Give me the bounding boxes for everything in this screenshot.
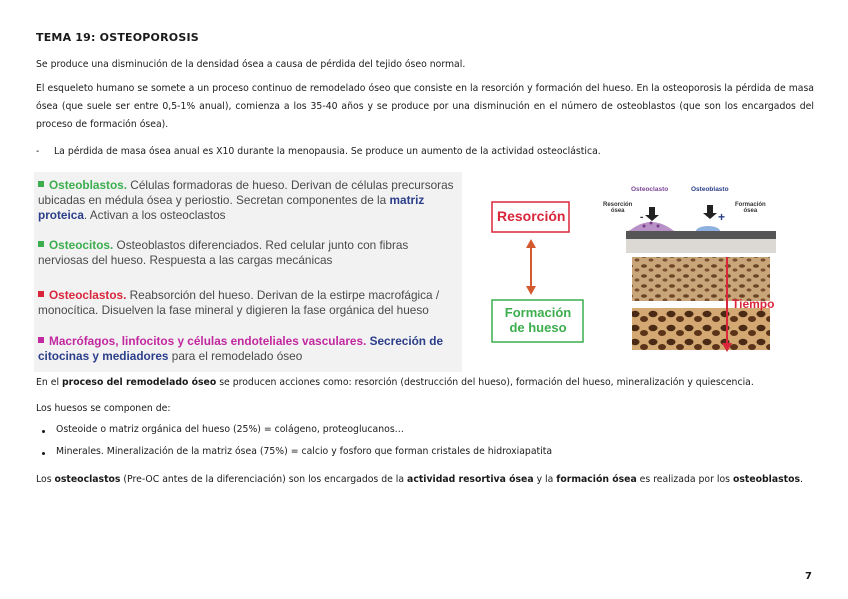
osteoclastos-paragraph xyxy=(36,471,814,489)
formacion-osea-label xyxy=(735,202,766,214)
para4-e: y la xyxy=(533,474,557,485)
para2-text-a: En el xyxy=(36,377,62,388)
macrofagos-bold: Secreción de citocinas y mediadores xyxy=(38,334,444,363)
arrow-down-head xyxy=(526,286,536,295)
remodeling-paragraph: El esqueleto humano se somete a un proceso continuo de remodelado óseo que consiste en la resorción y formación del hueso. En la osteoporosis la pérdida de masa ósea (que suele ser entre 0,5-1% anual), comienza a los 35-40 años y se produce por una disminución en el número de osteoblastos (que son los encargados del proceso de formación ósea). xyxy=(36,83,814,130)
para2-bold: proceso del remodelado óseo xyxy=(61,377,217,388)
osteoblastos-item xyxy=(38,178,456,223)
macrofagos-heading: Macrófagos, linfocitos y células endoteliales vasculares. xyxy=(49,334,367,348)
para4-a: Los xyxy=(36,474,55,485)
formacion-osea-line-1: Formación xyxy=(735,202,766,208)
para2-text-c: se producen acciones como: resorción (destrucción del hueso), formación del hueso, mineralización y quiescencia. xyxy=(216,377,754,388)
osteoclastos-text: Reabsorción del hueso. Derivan de la estirpe macrofágica / monocítica. Disuelven la fase mineral y digieren la fase orgánica del hueso xyxy=(38,288,440,317)
cell-types-box xyxy=(34,172,462,372)
arrow-up-head xyxy=(526,239,536,248)
formacion-label-line-2: de hueso xyxy=(509,320,567,335)
resorcion-label: Resorción xyxy=(497,208,566,224)
page-number: 7 xyxy=(805,571,812,582)
osteoblastos-bold: matriz proteica xyxy=(38,193,425,222)
para4-h: osteoblastos xyxy=(732,474,801,485)
tiempo-label: Tiempo xyxy=(732,297,775,311)
intro-paragraph: Se produce una disminución de la densidad ósea a causa de pérdida del tejido óseo normal. xyxy=(36,59,466,70)
macrofagos-text: para el remodelado óseo xyxy=(168,349,303,363)
osteocitos-text: Osteoblastos diferenciados. Red celular junto con fibras nerviosas del hueso. Respuesta a las cargas mecánicas xyxy=(38,238,409,267)
osteocitos-item xyxy=(38,238,456,268)
para4-d: actividad resortiva ósea xyxy=(407,474,534,485)
bone-composition-intro: Los huesos se componen de: xyxy=(36,403,171,414)
minus-sign: - xyxy=(640,212,644,223)
bullet-item-osteoide: Osteoide o matriz orgánica del hueso (25%) = colágeno, proteoglucanos… xyxy=(56,424,404,435)
formation-arrow-icon xyxy=(703,205,717,219)
osteoblastos-heading: Osteoblastos. xyxy=(49,178,128,192)
resorcion-osea-line-1: Resorción xyxy=(603,202,633,208)
osteoclastos-heading: Osteoclastos. xyxy=(49,288,127,302)
formacion-label-line-1: Formación xyxy=(504,305,572,320)
resorption-arrow-icon xyxy=(645,207,659,221)
osteoclasto-label: Osteoclasto xyxy=(631,186,669,193)
bone-tissue-dense xyxy=(632,257,770,301)
macrofagos-item xyxy=(38,334,456,364)
para4-g: es realizada por los xyxy=(636,474,733,485)
remodeling-process-paragraph xyxy=(36,374,814,392)
green-square-icon xyxy=(38,181,44,187)
magenta-square-icon xyxy=(38,337,44,343)
formacion-osea-line-2: ósea xyxy=(743,208,758,214)
bone-tissue-porous xyxy=(632,308,770,350)
dash-marker: - xyxy=(36,146,40,157)
osteoblastos-text-2: . Activan a los osteoclastos xyxy=(83,208,226,222)
dash-item-text: La pérdida de masa ósea anual es X10 durante la menopausia. Se produce un aumento de la actividad osteoclástica. xyxy=(54,146,601,157)
para4-c: (Pre-OC antes de la diferenciación) son los encargados de la xyxy=(120,474,408,485)
resorcion-osea-line-2: ósea xyxy=(610,208,625,214)
formacion-label xyxy=(503,305,573,335)
para4-f: formación ósea xyxy=(556,474,637,485)
para4-b: osteoclastos xyxy=(54,474,121,485)
red-square-icon xyxy=(38,291,44,297)
page-title: TEMA 19: OSTEOPOROSIS xyxy=(36,31,199,44)
osteoblasto-label: Osteoblasto xyxy=(691,186,729,193)
resorcion-osea-label xyxy=(603,202,632,214)
osteoclastos-item xyxy=(38,288,456,318)
para4-i: . xyxy=(800,474,804,485)
green-square-icon xyxy=(38,241,44,247)
osteocitos-heading: Osteocitos. xyxy=(49,238,114,252)
plus-sign: + xyxy=(718,210,726,224)
dash-list-item xyxy=(36,146,601,157)
osteoblastos-text-1: Células formadoras de hueso. Derivan de células precursoras ubicadas en médula ósea y periostio. Secretan componentes de la xyxy=(38,178,454,207)
bullet-item-minerales: Minerales. Mineralización de la matriz ósea (75%) = calcio y fosforo que forman cristales de hidroxiapatita xyxy=(56,446,553,457)
bone-remodeling-diagram xyxy=(486,183,786,355)
